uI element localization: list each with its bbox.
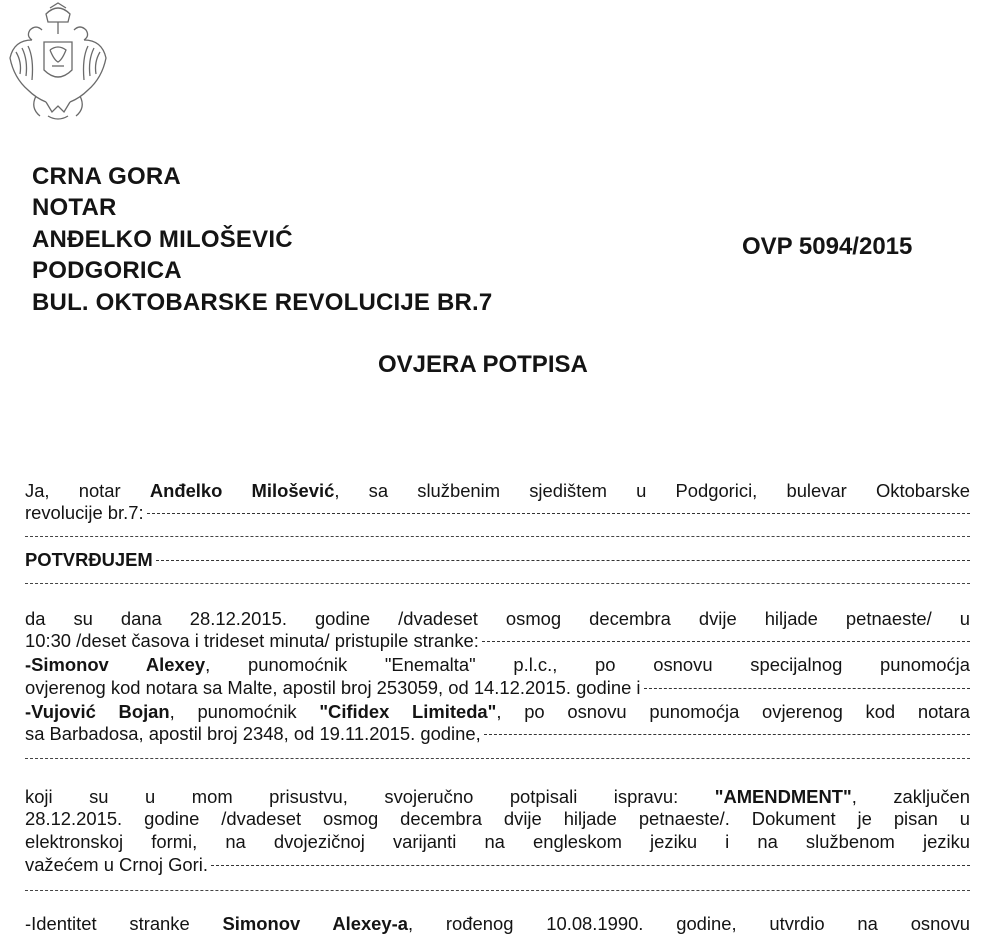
p1-line-1: da su dana 28.12.2015. godine /dvadeset osmog decembra dvije hiljade petnaeste/ u	[25, 608, 970, 629]
header-address: BUL. OKTOBARSKE REVOLUCIJE BR.7	[32, 289, 493, 316]
montenegro-coat-of-arms-icon	[6, 0, 110, 124]
p1-line-4: ovjerenog kod notara sa Malte, apostil broj 253059, od 14.12.2015. godine i	[25, 677, 970, 699]
separator-line	[25, 890, 970, 891]
separator-line	[25, 583, 970, 584]
separator-line	[25, 536, 970, 537]
p3-line-1: -Identitet stranke Simonov Alexey-a, rođenog 10.08.1990. godine, utvrdio na osnovu	[25, 913, 970, 934]
confirmation-heading: POTVRĐUJEM	[25, 549, 970, 571]
header-city: PODGORICA	[32, 257, 182, 284]
intro-line-1: Ja, notar Anđelko Milošević, sa službenim sjedištem u Podgorici, bulevar Oktobarske	[25, 480, 971, 501]
document-title: OVJERA POTPISA	[378, 351, 588, 378]
separator-line	[25, 758, 970, 759]
header-country: CRNA GORA	[32, 163, 181, 190]
p1-line-6: sa Barbadosa, apostil broj 2348, od 19.11.2015. godine,	[25, 723, 970, 745]
p2-line-2: 28.12.2015. godine /dvadeset osmog decembra dvije hiljade petnaeste/. Dokument je pisan u	[25, 808, 970, 829]
p1-line-5: -Vujović Bojan, punomoćnik "Cifidex Limiteda", po osnovu punomoćja ovjerenog kod notara	[25, 701, 970, 722]
p2-line-4: važećem u Crnoj Gori.	[25, 854, 970, 876]
header-title-notar: NOTAR	[32, 194, 117, 221]
intro-line-2: revolucije br.7:	[25, 502, 970, 524]
p1-line-3: -Simonov Alexey, punomoćnik "Enemalta" p.l.c., po osnovu specijalnog punomoćja	[25, 654, 970, 675]
document-reference-number: OVP 5094/2015	[742, 233, 913, 260]
p1-line-2: 10:30 /deset časova i trideset minuta/ pristupile stranke:	[25, 630, 970, 652]
p2-line-3: elektronskoj formi, na dvojezičnoj varijanti na engleskom jeziku i na službenom jeziku	[25, 831, 970, 852]
header-notary-name: ANĐELKO MILOŠEVIĆ	[32, 226, 293, 253]
p2-line-1: koji su u mom prisustvu, svojeručno potpisali ispravu: "AMENDMENT", zaključen	[25, 786, 970, 807]
